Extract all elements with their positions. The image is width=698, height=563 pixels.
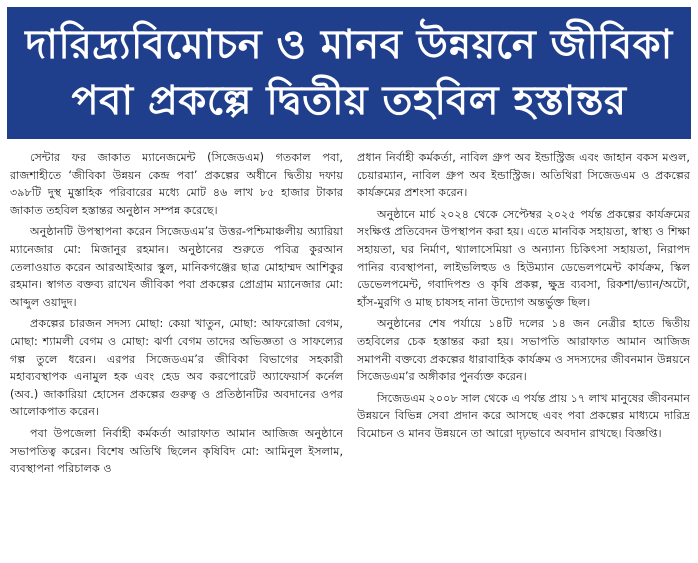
article-column-right bbox=[357, 149, 690, 557]
paragraph: অনুষ্ঠানের শেষ পর্যায়ে ১৪টি দলের ১৪ জন নেত্রীর হাতে দ্বিতীয় তহবিলের চেক হস্তান্তর করা হয়। সভাপতি আরাফাত আমান আজিজ সমাপনী বক্তব্যে প্রকল্পের ধারাবাহিক কার্যক্রম ও সদস্যদের জীবনমান উন্নয়নে সিজেডএম’র অঙ্গীকার পুনর্ব্যক্ত করেন। bbox=[357, 317, 690, 384]
paragraph: সিজেডএম ২০০৮ সাল থেকে এ পর্যন্ত প্রায় ১৭ লাখ মানুষের জীবনমান উন্নয়নে বিভিন্ন সেবা প্রদান করে আসছে এবং পবা প্রকল্পের মাধ্যমে দারিদ্র বিমোচন ও মানব উন্নয়নে তা আরো দৃঢ়ভাবে অবদান রাখছে। বিজ্ঞপ্তি। bbox=[357, 391, 690, 440]
headline-line-2: পবা প্রকল্পে দ্বিতীয় তহবিল হস্তান্তর bbox=[71, 78, 627, 124]
paragraph: পবা উপজেলা নির্বাহী কর্মকর্তা আরাফাত আমান আজিজ অনুষ্ঠানে সভাপতিত্ব করেন। বিশেষ অতিথি ছিলেন কৃষিবিদ মো: আমিনুল ইসলাম, ব্যবস্থাপনা পরিচালক ও bbox=[10, 426, 343, 476]
paragraph: অনুষ্ঠানে মার্চ ২০২৪ থেকে সেপ্টেম্বর ২০২৫ পর্যন্ত প্রকল্পের কার্যক্রমের সংক্ষিপ্ত প্রতিবেদন উপস্থাপন করা হয়। এতে মানবিক সহায়তা, স্বাস্থ্য ও শিক্ষা সহায়তা, ঘর নির্মাণ, থ্যালাসেমিয়া ও অন্যান্য চিকিৎসা সহায়তা, নিরাপদ পানির ব্যবস্থাপনা, লাইভলিহুড ও হিউম্যান ডেভেলপমেন্ট কার্যক্রম, স্কিল ডেভেলপমেন্ট, গবাদিপশু ও কৃষি প্রকল্প, ক্ষুদ্র ব্যবসা, রিকশা/ভ্যান/অটো, হাঁস-মুরগি ও মাছ চাষসহ নানা উদ্যোগ অন্তর্ভুক্ত ছিল। bbox=[357, 207, 690, 309]
headline-banner bbox=[7, 7, 691, 139]
paragraph: প্রধান নির্বাহী কর্মকর্তা, নাবিল গ্রুপ অব ইন্ডাস্ট্রিজ এবং জাহান বকস মণ্ডল, চেয়ারম্যান, নাবিল গ্রুপ অব ইন্ডাস্ট্রিজ। অতিথিরা সিজেডএম ও প্রকল্পের কার্যক্রমের প্রশংসা করেন। bbox=[357, 151, 690, 200]
headline-line-1: দারিদ্র্যবিমোচন ও মানব উন্নয়নে জীবিকা bbox=[25, 22, 673, 68]
article-column-left bbox=[10, 149, 343, 557]
paragraph: অনুষ্ঠানটি উপস্থাপনা করেন সিজেডএম’র উত্তর-পশ্চিমাঞ্চলীয় অ্যারিয়া ম্যানেজার মো: মিজানুর রহমান। অনুষ্ঠানের শুরুতে পবিত্র কুরআন তেলাওয়াত করেন আরআইআর স্কুল, মানিকগঞ্জের ছাত্র মোহাম্মদ আশিকুর রহমান। স্বাগত বক্তব্য রাখেন জীবিকা পবা প্রকল্পের প্রোগ্রাম ম্যানেজার মো: আব্দুল ওয়াদুদ। bbox=[10, 225, 343, 309]
paragraph: প্রকল্পের চারজন সদস্য মোছা: কেয়া খাতুন, মোছা: আফরোজা বেগম, মোছা: শ্যামলী বেগম ও মোছা: ঝর্ণা বেগম তাদের অভিজ্ঞতা ও সাফল্যের গল্প তুলে ধরেন। এরপর সিজেডএম’র জীবিকা বিভাগের সহকারী মহাব্যবস্থাপক এনামুল হক এবং হেড অব করপোরেট অ্যাফেয়ার্স কর্নেল (অব.) জাকারিয়া হোসেন প্রকল্পের গুরুত্ব ও প্রতিষ্ঠানটির অবদানের ওপর আলোকপাত করেন। bbox=[10, 317, 343, 419]
article-body bbox=[10, 149, 690, 557]
paragraph: সেন্টার ফর জাকাত ম্যানেজমেন্ট (সিজেডএম) গতকাল পবা, রাজশাহীতে ‘জীবিকা উন্নয়ন কেন্দ্র পবা’ প্রকল্পের অধীনে দ্বিতীয় দফায় ৩৯৮টি দুস্থ মুস্তাহিক পরিবারের মধ্যে মোট ৪৬ লাখ ৮৫ হাজার টাকার জাকাত তহবিল হস্তান্তর অনুষ্ঠান সম্পন্ন করেছে। bbox=[10, 151, 343, 217]
